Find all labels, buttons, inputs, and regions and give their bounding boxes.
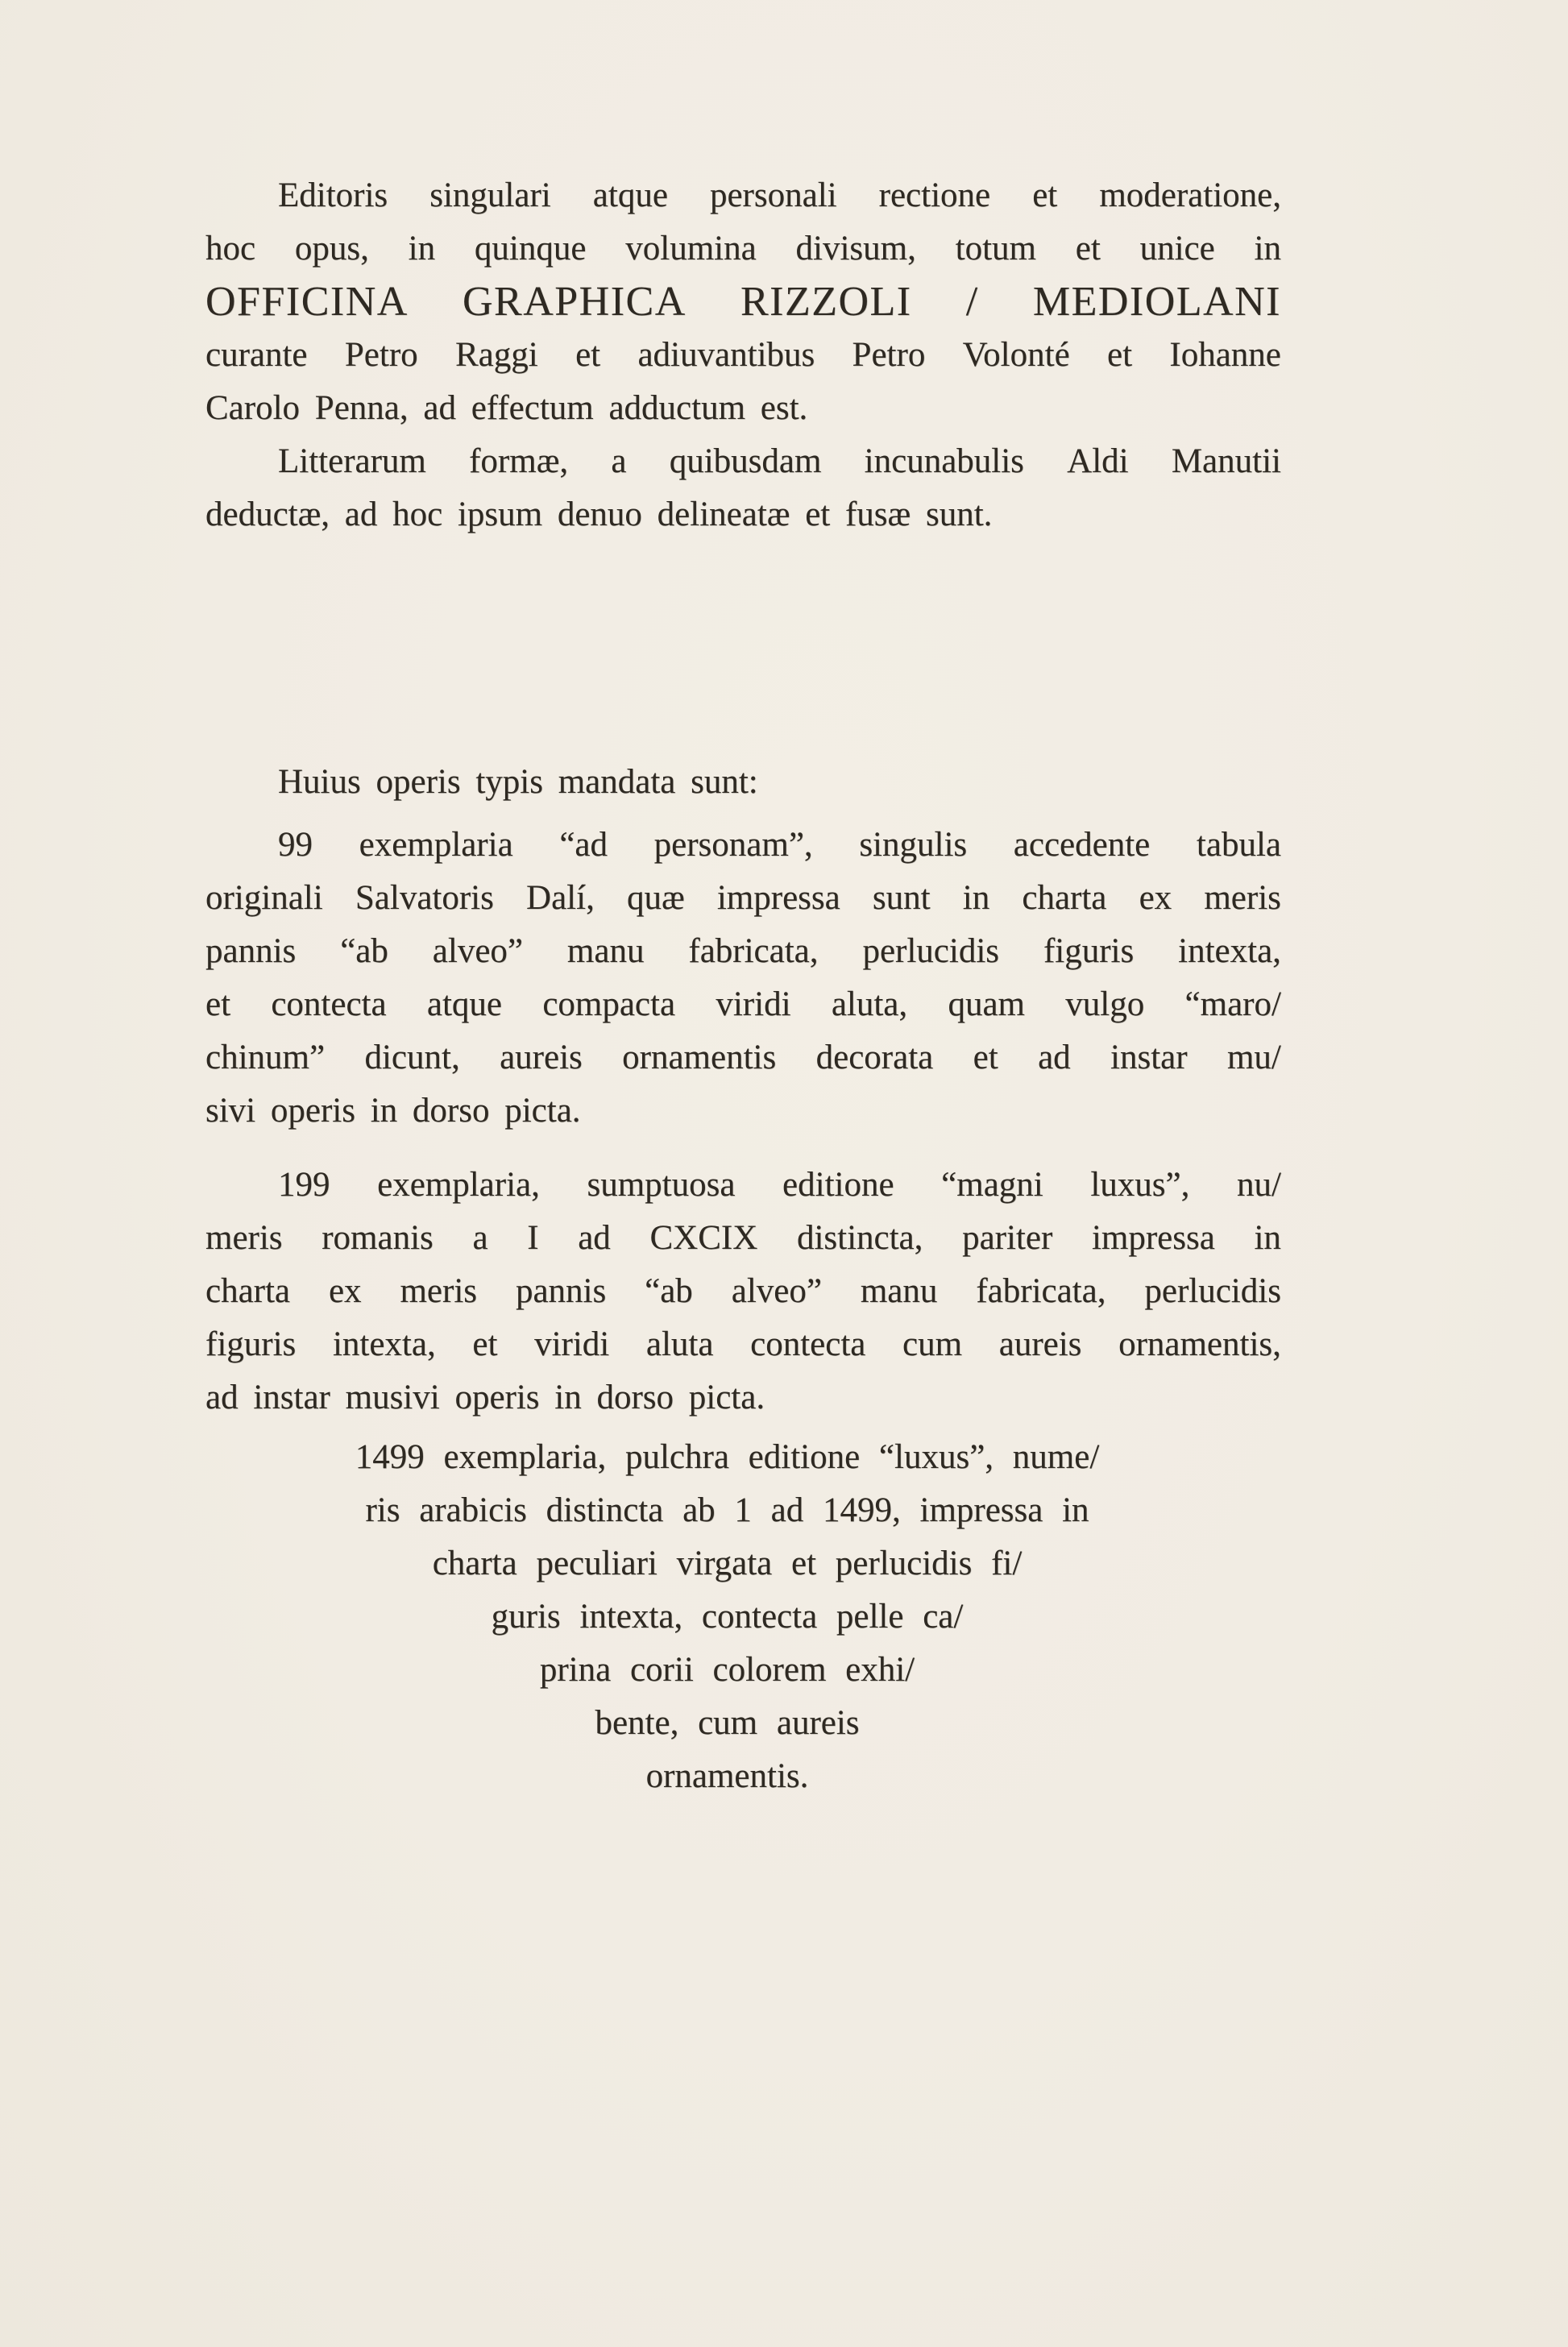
production-note-paragraph (205, 169, 1281, 435)
colophon-line: prina corii colorem exhi/ (539, 1651, 915, 1689)
colophon-line: ornamentis. (645, 1757, 809, 1795)
colophon-line: 99 exemplaria “ad personam”, singulis accedente tabula (278, 826, 1281, 864)
edition-99-paragraph (205, 819, 1281, 1138)
colophon-line: bente, cum aureis (595, 1704, 860, 1742)
colophon-line: et contecta atque compacta viridi aluta, quam vulgo “maro/ (205, 985, 1281, 1023)
colophon-line: ris arabicis distincta ab 1 ad 1499, impressa in (365, 1491, 1089, 1529)
colophon-line: originali Salvatoris Dalí, quæ impressa sunt in charta ex meris (205, 879, 1281, 917)
colophon-line: Litterarum formæ, a quibusdam incunabulis Aldi Manutii (278, 442, 1281, 480)
colophon-line: 1499 exemplaria, pulchra editione “luxus”, nume/ (355, 1438, 1100, 1476)
editions-heading-paragraph (205, 756, 1281, 809)
colophon-line: charta peculiari virgata et perlucidis fi/ (432, 1545, 1023, 1582)
colophon-line: hoc opus, in quinque volumina divisum, totum et unice in (205, 230, 1281, 267)
colophon-line: pannis “ab alveo” manu fabricata, perlucidis figuris intexta, (205, 932, 1281, 970)
colophon-line: chinum” dicunt, aureis ornamentis decorata et ad instar mu/ (205, 1039, 1281, 1076)
colophon-line-officina: OFFICINA GRAPHICA RIZZOLI / MEDIOLANI (205, 279, 1281, 325)
colophon-line: ad instar musivi operis in dorso picta. (205, 1379, 765, 1416)
colophon-line: Editoris singulari atque personali rectione et moderatione, (278, 176, 1281, 214)
colophon-line: figuris intexta, et viridi aluta contecta cum aureis ornamentis, (205, 1325, 1281, 1363)
colophon-line: 199 exemplaria, sumptuosa editione “magni luxus”, nu/ (278, 1166, 1281, 1204)
colophon-line: Carolo Penna, ad effectum adductum est. (205, 389, 808, 427)
colophon-line: guris intexta, contecta pelle ca/ (491, 1598, 964, 1636)
edition-1499-paragraph (205, 1431, 1281, 1803)
colophon-line: sivi operis in dorso picta. (205, 1092, 581, 1130)
edition-199-paragraph (205, 1159, 1281, 1424)
colophon-line: charta ex meris pannis “ab alveo” manu fabricata, perlucidis (205, 1272, 1281, 1310)
typeface-note-paragraph (205, 435, 1281, 541)
colophon-line: curante Petro Raggi et adiuvantibus Petro Volonté et Iohanne (205, 336, 1281, 374)
colophon-line: deductæ, ad hoc ipsum denuo delineatæ et fusæ sunt. (205, 496, 993, 533)
editions-heading: Huius operis typis mandata sunt: (278, 763, 758, 801)
colophon-line: meris romanis a I ad CXCIX distincta, pariter impressa in (205, 1219, 1281, 1257)
colophon-text-block (205, 169, 1281, 1803)
